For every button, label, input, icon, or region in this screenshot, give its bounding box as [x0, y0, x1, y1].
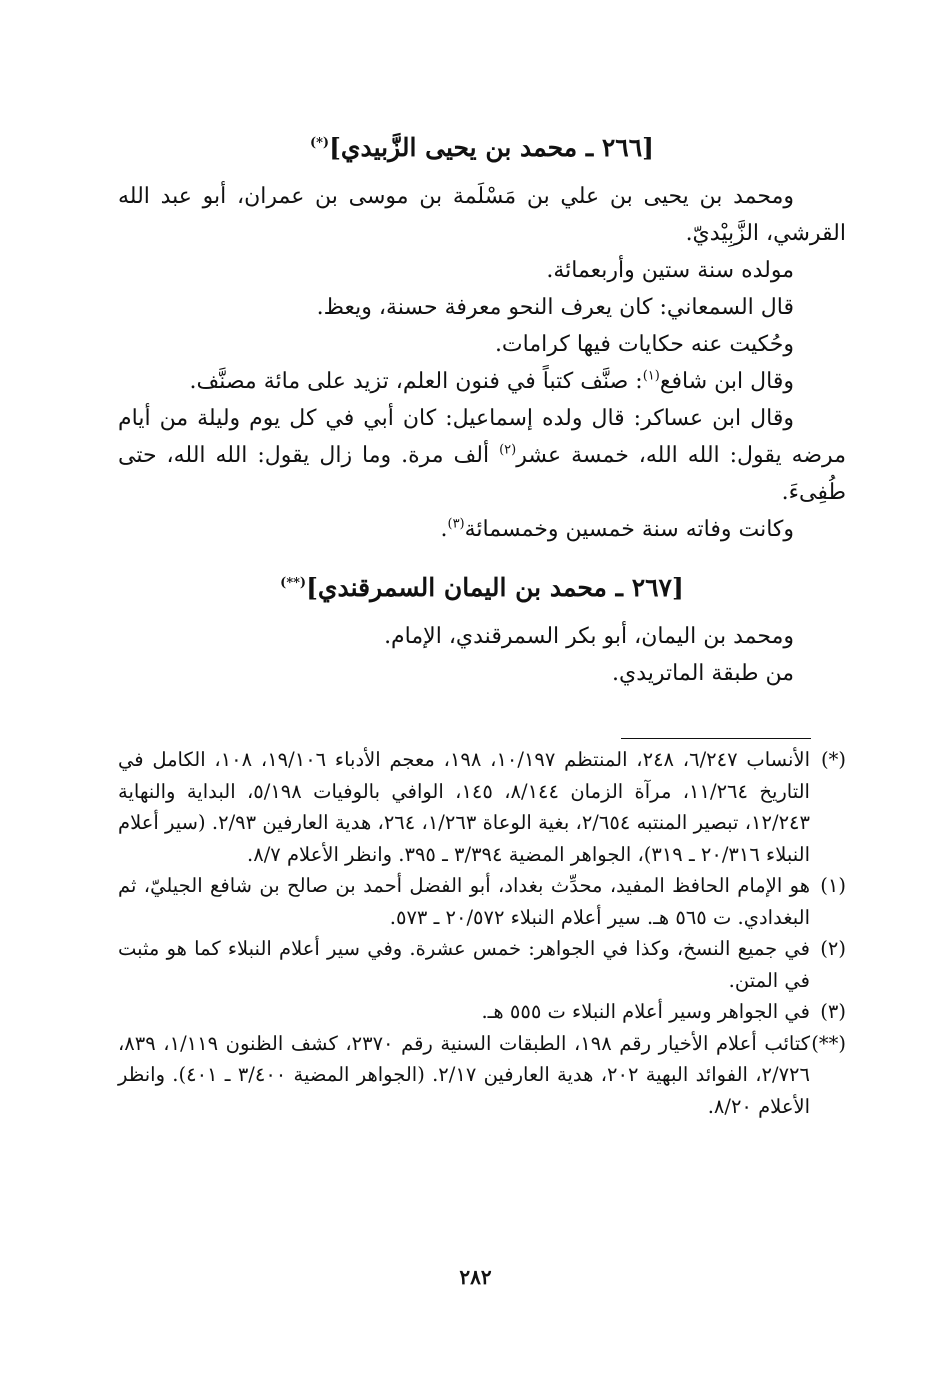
footnote-separator — [621, 738, 811, 739]
entry-266-ibn-asakir-quote: وقال ابن عساكر: قال ولده إسماعيل: كان أبي في كل يوم وليلة من أيام مرضه يقول: الله الله، خمسة عشر$^{(٢)}$ ألف مرة. وما زال يقول: الله الله، حتى طُفِىءَ. — [118, 406, 846, 505]
entry-266-ibn-shafi-quote: وقال ابن شافع$^{(١)}$: صنَّف كتباً في فنون العلم، تزيد على مائة مصنَّف. — [189, 368, 794, 394]
entry-266-birth: مولده سنة ستين وأربعمائة. — [546, 258, 794, 283]
entry-266-karamat: وحُكيت عنه حكايات فيها كرامات. — [494, 332, 794, 357]
entry-267-line-2: من طبقة الماتريدي. — [612, 661, 794, 686]
footnote-double-star: (**)كتائب أعلام الأخيار رقم ١٩٨، الطبقات السنية رقم ٢٣٧٠، كشف الظنون ١/١١٩، ٨٣٩، ٢/٧٢٦، الفوائد البهية ٢٠٢، هدية العارفين ٢/١٧. (الجواهر المضية ٣/٤٠٠ ـ ٤٠١). وانظر الأعلام ٨/٢٠. — [118, 1028, 846, 1123]
entry-267-line-1: ومحمد بن اليمان، أبو بكر السمرقندي، الإمام. — [384, 624, 794, 649]
entry-266-title: [٢٦٦ ـ محمد بن يحيى الزَّبيدي](*) — [309, 133, 655, 162]
footnote-3: (٣)في الجواهر وسير أعلام النبلاء ت ٥٥٥ هـ. — [118, 996, 846, 1028]
footnote-marker: (*) — [821, 748, 847, 771]
footnote-marker: (٢) — [820, 937, 846, 960]
entry-267-footnote-mark: (**) — [280, 575, 307, 591]
entry-266-lineage: ومحمد بن يحيى بن علي بن مَسْلَمة بن موسى بن عمران، أبو عبد الله القرشي، الزَّبِيْديّ. — [118, 184, 846, 246]
entry-266-footnote-mark: (*) — [309, 135, 330, 151]
entry-266-samani-quote: قال السمعاني: كان يعرف النحو معرفة حسنة، ويعظ. — [316, 295, 794, 320]
footnote-marker: (١) — [820, 874, 846, 897]
entry-267-title: [٢٦٧ ـ محمد بن اليمان السمرقندي](**) — [280, 573, 684, 602]
footnote-marker: (**) — [811, 1031, 847, 1055]
footnote-2: (٢)في جميع النسخ، وكذا في الجواهر: خمس عشرة. وفي سير أعلام النبلاء كما هو مثبت في المتن. — [118, 933, 846, 996]
footnote-star: (*)الأنساب ٦/٢٤٧، ٢٤٨، المنتظم ١٠/١٩٧، ١٩٨، معجم الأدباء ١٩/١٠٦، ١٠٨، الكامل في التاريخ ١١/٢٦٤، مرآة الزمان ٨/١٤٤، ١٤٥، الوافي بالوفيات ٥/١٩٨، البداية والنهاية ١٢/٢٤٣، تبصير المنتبه ٢/٦٥٤، بغية الوعاة ١/٢٦٣، ٢٦٤، هدية العارفين ٢/٩٣. (سير أعلام النبلاء ٢٠/٣١٦ ـ ٣١٩)، الجواهر المضية ٣/٣٩٤ ـ ٣٩٥. وانظر الأعلام ٨/٧. — [118, 744, 846, 870]
footnote-ref-3: (٣) — [447, 516, 465, 532]
footnote-ref-1: (١) — [642, 368, 660, 384]
footnote-ref-2: (٢) — [499, 442, 517, 458]
page-number: ٢٨٢ — [459, 1265, 492, 1289]
entry-266-death: وكانت وفاته سنة خمسين وخمسمائة$^{(٣)}$. — [440, 516, 794, 542]
footnotes — [118, 744, 846, 1122]
footnote-marker: (٣) — [820, 1000, 846, 1023]
main-text — [118, 128, 846, 692]
footnote-1: (١)هو الإمام الحافظ المفيد، محدِّث بغداد، أبو الفضل أحمد بن صالح بن شافع الجيليّ، ثم البغدادي. ت ٥٦٥ هـ. سير أعلام النبلاء ٢٠/٥٧٢ ـ ٥٧٣. — [118, 870, 846, 933]
